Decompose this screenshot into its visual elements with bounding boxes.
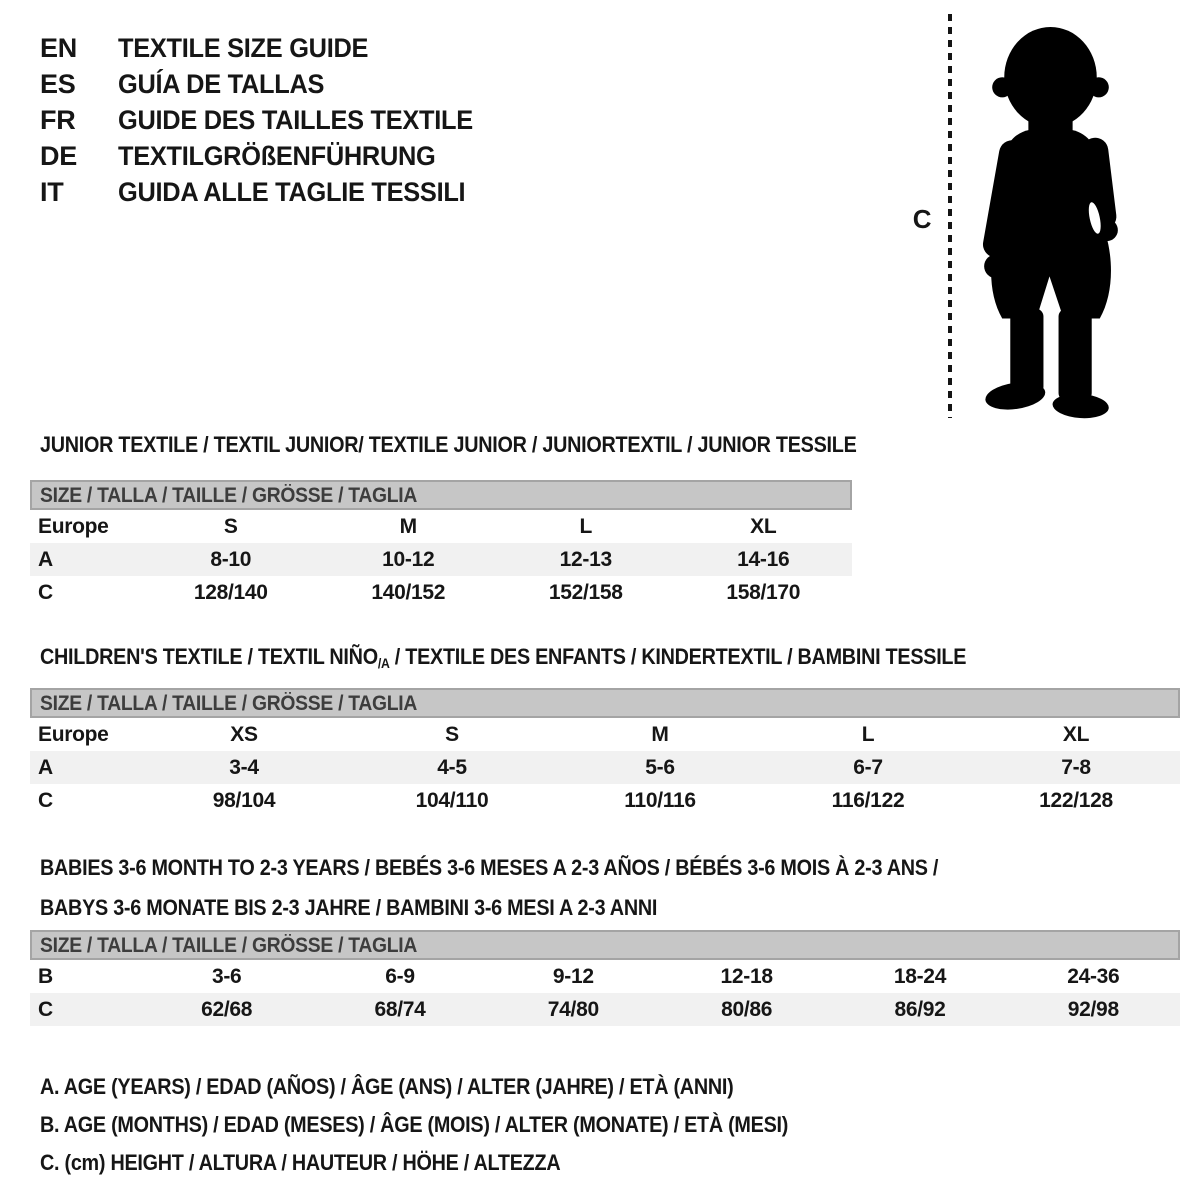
age-cell: 12-13	[559, 547, 612, 571]
height-measure-label: C	[912, 204, 932, 234]
size-cell: S	[223, 514, 238, 538]
size-header-text: SIZE / TALLA / TAILLE / GRÖSSE / TAGLIA	[40, 934, 418, 957]
height-cell: 128/140	[193, 580, 268, 604]
months-cell: 6-9	[385, 964, 415, 988]
size-cell: L	[579, 514, 593, 538]
height-cell: 74/80	[547, 997, 599, 1021]
age-cell: 6-7	[853, 755, 883, 779]
table-row-height	[30, 784, 1180, 817]
language-code: FR	[40, 105, 76, 135]
age-cell: 8-10	[210, 547, 252, 571]
months-cell: 3-6	[211, 964, 242, 988]
months-cell: 12-18	[720, 964, 773, 988]
section-title-text: CHILDREN'S TEXTILE / TEXTIL NIÑO	[40, 644, 378, 669]
language-row-en	[40, 30, 496, 66]
row-label: Europe	[38, 514, 109, 538]
legend-line-a: A. AGE (YEARS) / EDAD (AÑOS) / ÂGE (ANS) / ALTER (JAHRE) / ETÀ (ANNI)	[40, 1074, 734, 1099]
legend-line-c: C. (cm) HEIGHT / ALTURA / HAUTEUR / HÖHE / ALTEZZA	[40, 1150, 561, 1175]
section-title-babies	[40, 848, 938, 928]
size-header-bar	[30, 930, 1180, 960]
table-row-europe	[30, 510, 852, 543]
row-label: C	[38, 997, 53, 1021]
table-row-europe	[30, 718, 1180, 751]
table-row-age	[30, 543, 852, 576]
height-cell: 98/104	[212, 788, 276, 812]
toddler-silhouette	[958, 16, 1144, 420]
size-cell: XL	[1062, 722, 1090, 746]
language-title: GUÍA DE TALLAS	[118, 69, 325, 99]
height-cell: 152/158	[548, 580, 623, 604]
language-title-list	[40, 30, 496, 210]
months-cell: 18-24	[893, 964, 947, 988]
row-label: Europe	[38, 722, 109, 746]
language-code: ES	[40, 69, 76, 99]
size-cell: XL	[750, 514, 777, 538]
months-cell: 24-36	[1067, 964, 1120, 988]
age-cell: 10-12	[382, 547, 435, 571]
size-table-junior	[30, 480, 852, 609]
language-code: IT	[40, 177, 64, 207]
height-cell: 140/152	[371, 580, 446, 604]
height-cell: 86/92	[894, 997, 946, 1021]
language-title: TEXTILE SIZE GUIDE	[118, 33, 369, 63]
section-title-line2: BABYS 3-6 MONATE BIS 2-3 JAHRE / BAMBINI 3-6 MESI A 2-3 ANNI	[40, 895, 658, 920]
language-row-es	[40, 66, 496, 102]
language-title: GUIDE DES TAILLES TEXTILE	[118, 105, 473, 135]
row-label: A	[38, 755, 53, 779]
size-table-children	[30, 688, 1180, 817]
language-row-fr	[40, 102, 496, 138]
language-row-de	[40, 138, 496, 174]
measurement-legend	[40, 1068, 871, 1182]
row-label: C	[38, 580, 53, 604]
size-header-text: SIZE / TALLA / TAILLE / GRÖSSE / TAGLIA	[40, 484, 418, 507]
months-cell: 9-12	[552, 964, 594, 988]
size-header-text: SIZE / TALLA / TAILLE / GRÖSSE / TAGLIA	[40, 692, 418, 715]
height-cell: 104/110	[415, 788, 489, 812]
height-cell: 92/98	[1067, 997, 1119, 1021]
table-row-months	[30, 960, 1180, 993]
age-cell: 7-8	[1061, 755, 1091, 779]
section-title-junior: JUNIOR TEXTILE / TEXTIL JUNIOR/ TEXTILE JUNIOR / JUNIORTEXTIL / JUNIOR TESSILE	[40, 432, 857, 457]
size-cell: M	[651, 722, 669, 746]
size-cell: XS	[230, 722, 258, 746]
size-cell: M	[399, 514, 417, 538]
age-cell: 5-6	[645, 755, 675, 779]
section-title-children	[40, 644, 966, 671]
height-cell: 116/122	[831, 788, 905, 812]
language-title: GUIDA ALLE TAGLIE TESSILI	[118, 177, 466, 207]
size-table-babies	[30, 930, 1180, 1026]
section-title-line1: BABIES 3-6 MONTH TO 2-3 YEARS / BEBÉS 3-6 MESES A 2-3 AÑOS / BÉBÉS 3-6 MOIS À 2-3 ANS /	[40, 855, 939, 880]
language-code: EN	[40, 33, 77, 63]
size-header-bar	[30, 480, 852, 510]
size-header-bar	[30, 688, 1180, 718]
height-measure-dashed-line	[948, 14, 952, 418]
language-code: DE	[40, 141, 77, 171]
age-cell: 4-5	[437, 755, 467, 779]
row-label: C	[38, 788, 53, 812]
height-cell: 158/170	[726, 580, 801, 604]
age-cell: 3-4	[229, 755, 259, 779]
size-cell: L	[861, 722, 875, 746]
height-cell: 122/128	[1039, 788, 1113, 812]
section-title-text: / TEXTILE DES ENFANTS / KINDERTEXTIL / BAMBINI TESSILE	[389, 644, 967, 669]
height-cell: 110/116	[624, 788, 696, 812]
table-row-age	[30, 751, 1180, 784]
language-row-it	[40, 174, 496, 210]
language-title: TEXTILGRÖßENFÜHRUNG	[118, 141, 436, 171]
legend-line-b: B. AGE (MONTHS) / EDAD (MESES) / ÂGE (MOIS) / ALTER (MONATE) / ETÀ (MESI)	[40, 1112, 789, 1137]
table-row-height	[30, 993, 1180, 1026]
height-cell: 62/68	[201, 997, 253, 1021]
height-cell: 68/74	[374, 997, 426, 1021]
table-row-height	[30, 576, 852, 609]
age-cell: 14-16	[737, 547, 790, 571]
section-title-sub: /A	[377, 655, 390, 671]
row-label: A	[38, 547, 53, 571]
row-label: B	[38, 964, 53, 988]
size-cell: S	[445, 722, 459, 746]
height-cell: 80/86	[721, 997, 773, 1021]
